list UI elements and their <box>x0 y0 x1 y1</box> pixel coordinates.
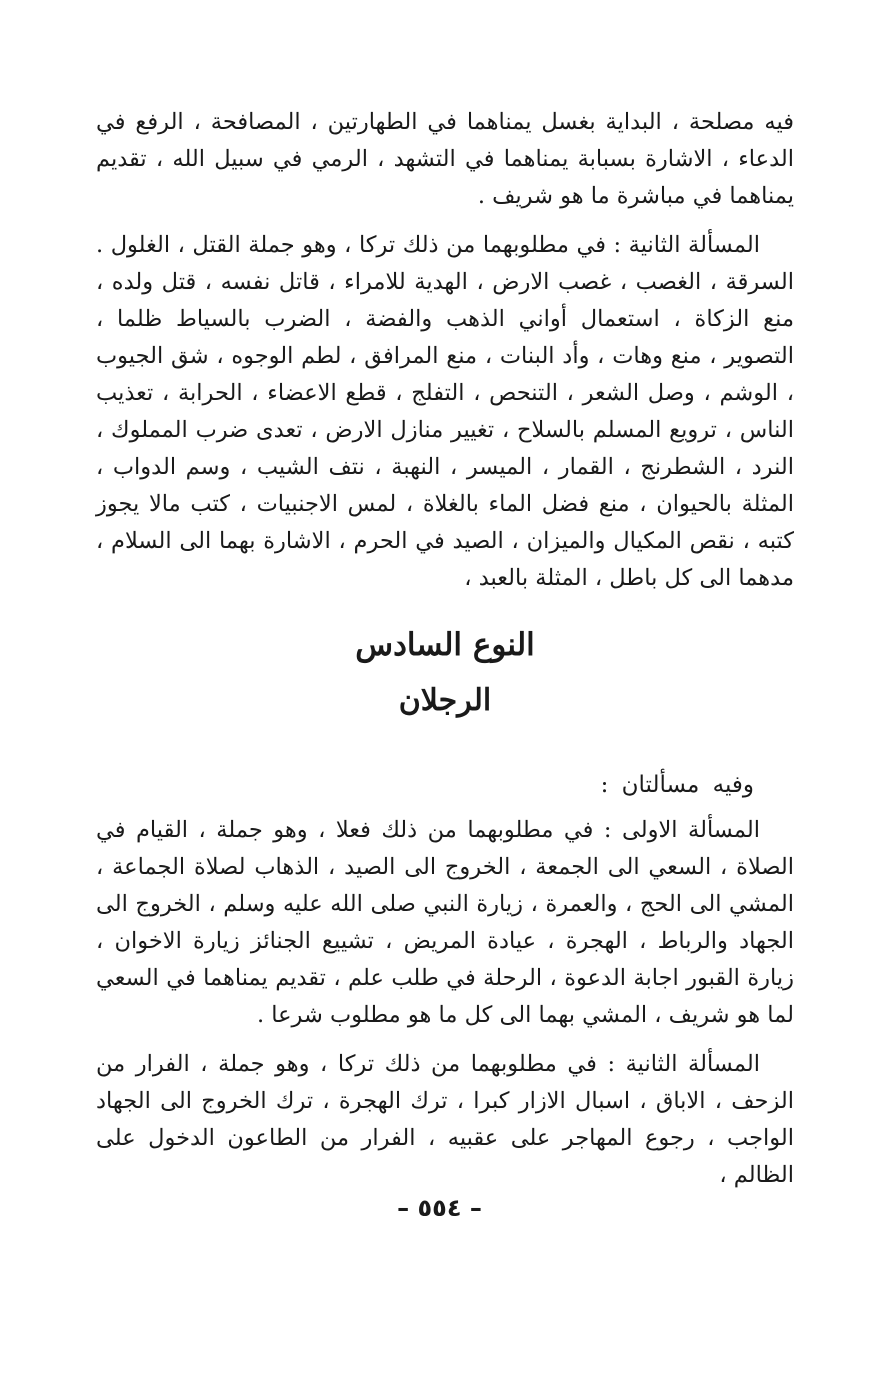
section-heading-title: الرجلان <box>398 683 492 718</box>
paragraph-gap <box>96 803 794 812</box>
page-body <box>96 104 794 1194</box>
paragraph-second-issue-prohibitions: المسألة الثانية : في مطلوبهما من ذلك تركا ، وهو جملة القتل ، الغلول . السرقة ، الغصب ، غصب الارض ، الهدية للامراء ، قاتل نفسه ، قتل ولده ، منع الزكاة ، استعمال أواني الذهب والفضة ، الضرب بالسياط ظلما ، التصوير ، منع وهات ، وأد البنات ، منع المرافق ، لطم الوجوه ، شق الجيوب ، الوشم ، وصل الشعر ، التنحص ، التفلج ، قطع الاعضاء ، الحرابة ، تعذيب الناس ، ترويع المسلم بالسلاح ، تغيير منازل الارض ، تعدى ضرب المملوك ، النرد ، الشطرنج ، القمار ، الميسر ، النهبة ، نتف الشيب ، وسم الدواب ، المثلة بالحيوان ، منع فضل الماء بالغلاة ، لمس الاجنبيات ، كتب مالا يجوز كتبه ، نقص المكيال والميزان ، الصيد في الحرم ، الاشارة بهما الى السلام ، مدهما الى كل باطل ، المثلة بالعبد ، <box>96 232 794 591</box>
paragraph-continuation: فيه مصلحة ، البداية بغسل يمناهما في الطهارتين ، المصافحة ، الرفع في الدعاء ، الاشارة بسبابة يمناهما في التشهد ، الرمي في سبيل الله ، تقديم يمناهما في مباشرة ما هو شريف . <box>96 109 794 209</box>
page-number: – ٥٥٤ – <box>397 1194 482 1222</box>
section-intro-line: وفيه مسألتان : <box>600 772 754 798</box>
paragraph-second-issue-abandonment: المسألة الثانية : في مطلوبهما من ذلك تركا ، وهو جملة ، الفرار من الزحف ، الاباق ، اسبال الازار كبرا ، ترك الهجرة ، ترك الخروج الى الجهاد الواجب ، رجوع المهاجر على عقبيه ، الفرار من الطاعون الدخول على الظالم ، <box>96 1051 794 1188</box>
section-heading-type: النوع السادس <box>355 627 535 663</box>
paragraph-gap <box>96 1034 794 1046</box>
paragraph-gap <box>96 215 794 227</box>
paragraph-first-issue-actions: المسألة الاولى : في مطلوبهما من ذلك فعلا ، وهو جملة ، القيام في الصلاة ، السعي الى الجمعة ، الخروج الى الصيد ، الذهاب لصلاة الجماعة ، المشي الى الحج ، والعمرة ، زيارة النبي صلى الله عليه وسلم ، الخروج الى الجهاد والرباط ، الهجرة ، عيادة المريض ، تشييع الجنائز زيارة الاخوان ، زيارة القبور اجابة الدعوة ، الرحلة في طلب علم ، تقديم يمناهما في السعي لما هو شريف ، المشي بهما الى كل ما هو مطلوب شرعا . <box>96 817 794 1028</box>
